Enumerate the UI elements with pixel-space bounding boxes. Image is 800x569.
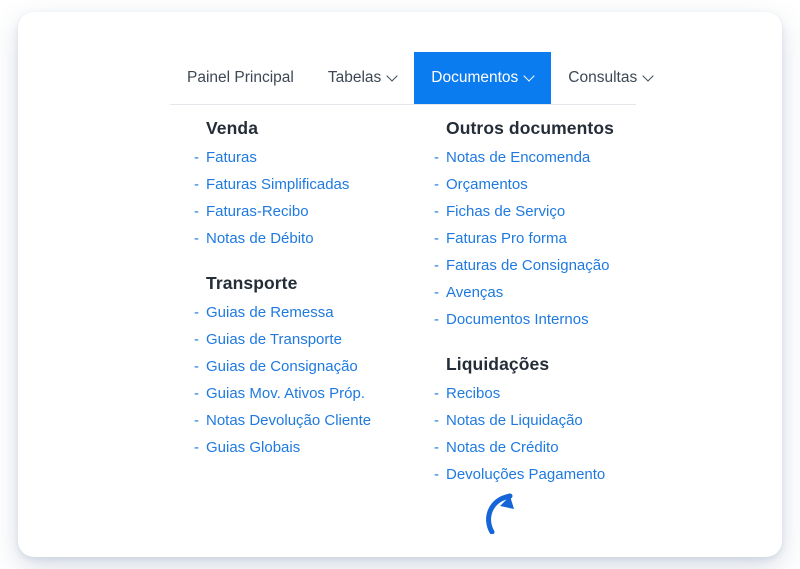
bullet-dash: - bbox=[434, 149, 439, 166]
menu-link-label: Guias Globais bbox=[206, 439, 301, 456]
menu-link-label: Notas de Débito bbox=[206, 230, 314, 247]
bullet-dash: - bbox=[194, 358, 199, 375]
menu-link-faturas[interactable] bbox=[194, 149, 410, 166]
menu-link-avencas[interactable] bbox=[434, 284, 650, 301]
menu-link-faturas-de-consignacao[interactable] bbox=[434, 257, 650, 274]
menu-link-notas-de-credito[interactable] bbox=[434, 439, 650, 456]
menu-link-label: Guias Mov. Ativos Próp. bbox=[206, 385, 365, 402]
menu-link-label: Recibos bbox=[446, 385, 501, 402]
menu-link-orcamentos[interactable] bbox=[434, 176, 650, 193]
chevron-down-icon bbox=[644, 72, 653, 81]
menu-group-outros-documentos bbox=[410, 118, 650, 328]
bullet-dash: - bbox=[434, 257, 439, 274]
menu-group-transporte bbox=[170, 273, 410, 456]
menu-link-guias-de-remessa[interactable] bbox=[194, 304, 410, 321]
menu-link-label: Faturas Pro forma bbox=[446, 230, 567, 247]
main-navigation bbox=[170, 52, 636, 105]
bullet-dash: - bbox=[434, 176, 439, 193]
bullet-dash: - bbox=[194, 304, 199, 321]
menu-link-label: Notas Devolução Cliente bbox=[206, 412, 372, 429]
menu-link-faturas-pro-forma[interactable] bbox=[434, 230, 650, 247]
bullet-dash: - bbox=[434, 412, 439, 429]
menu-link-label: Guias de Transporte bbox=[206, 331, 342, 348]
nav-label: Painel Principal bbox=[187, 69, 294, 86]
group-title-venda: Venda bbox=[206, 118, 259, 138]
menu-link-label: Devoluções Pagamento bbox=[446, 466, 606, 483]
menu-link-label: Faturas de Consignação bbox=[446, 257, 610, 274]
menu-link-notas-de-debito[interactable] bbox=[194, 230, 410, 247]
menu-link-guias-de-transporte[interactable] bbox=[194, 331, 410, 348]
nav-label: Consultas bbox=[568, 69, 638, 86]
menu-link-label: Faturas Simplificadas bbox=[206, 176, 350, 193]
group-title-outros-documentos: Outros documentos bbox=[446, 118, 614, 138]
bullet-dash: - bbox=[194, 149, 199, 166]
bullet-dash: - bbox=[434, 439, 439, 456]
menu-link-documentos-internos[interactable] bbox=[434, 311, 650, 328]
menu-link-label: Documentos Internos bbox=[446, 311, 589, 328]
bullet-dash: - bbox=[194, 331, 199, 348]
menu-link-notas-de-liquidacao[interactable] bbox=[434, 412, 650, 429]
app-card bbox=[18, 12, 782, 557]
bullet-dash: - bbox=[194, 230, 199, 247]
nav-label: Tabelas bbox=[327, 69, 382, 86]
chevron-down-icon bbox=[525, 72, 534, 81]
group-title-transporte: Transporte bbox=[206, 273, 298, 293]
menu-link-label: Notas de Crédito bbox=[446, 439, 559, 456]
menu-link-label: Guias de Consignação bbox=[206, 358, 358, 375]
menu-link-label: Fichas de Serviço bbox=[446, 203, 566, 220]
menu-link-label: Faturas-Recibo bbox=[206, 203, 309, 220]
bullet-dash: - bbox=[434, 230, 439, 247]
group-title-liquidacoes: Liquidações bbox=[446, 354, 550, 374]
menu-link-recibos[interactable] bbox=[434, 385, 650, 402]
menu-link-guias-de-consignacao[interactable] bbox=[194, 358, 410, 375]
bullet-dash: - bbox=[434, 203, 439, 220]
bullet-dash: - bbox=[194, 412, 199, 429]
bullet-dash: - bbox=[194, 176, 199, 193]
menu-column-right bbox=[410, 118, 650, 493]
menu-link-faturas-recibo[interactable] bbox=[194, 203, 410, 220]
documentos-dropdown-panel bbox=[170, 118, 650, 493]
menu-group-venda bbox=[170, 118, 410, 247]
bullet-dash: - bbox=[434, 466, 439, 483]
menu-link-guias-mov-ativos-prop[interactable] bbox=[194, 385, 410, 402]
bullet-dash: - bbox=[434, 284, 439, 301]
menu-link-label: Orçamentos bbox=[446, 176, 528, 193]
menu-link-label: Guias de Remessa bbox=[206, 304, 334, 321]
menu-link-notas-de-encomenda[interactable] bbox=[434, 149, 650, 166]
bullet-dash: - bbox=[434, 311, 439, 328]
menu-column-left bbox=[170, 118, 410, 493]
chevron-down-icon bbox=[388, 72, 397, 81]
bullet-dash: - bbox=[194, 203, 199, 220]
menu-link-notas-devolucao-cliente[interactable] bbox=[194, 412, 410, 429]
nav-label: Documentos bbox=[431, 69, 519, 86]
nav-item-documentos[interactable] bbox=[414, 52, 551, 104]
menu-link-faturas-simplificadas[interactable] bbox=[194, 176, 410, 193]
nav-item-painel-principal[interactable] bbox=[170, 52, 311, 104]
menu-link-devolucoes-pagamento[interactable] bbox=[434, 466, 650, 483]
bullet-dash: - bbox=[194, 439, 199, 456]
bullet-dash: - bbox=[434, 385, 439, 402]
nav-item-tabelas[interactable] bbox=[311, 52, 414, 104]
menu-group-liquidacoes bbox=[410, 354, 650, 483]
menu-link-label: Avenças bbox=[446, 284, 504, 301]
menu-link-guias-globais[interactable] bbox=[194, 439, 410, 456]
nav-item-consultas[interactable] bbox=[551, 52, 670, 104]
menu-link-label: Faturas bbox=[206, 149, 257, 166]
menu-link-label: Notas de Encomenda bbox=[446, 149, 591, 166]
menu-link-fichas-de-servico[interactable] bbox=[434, 203, 650, 220]
menu-link-label: Notas de Liquidação bbox=[446, 412, 583, 429]
bullet-dash: - bbox=[194, 385, 199, 402]
